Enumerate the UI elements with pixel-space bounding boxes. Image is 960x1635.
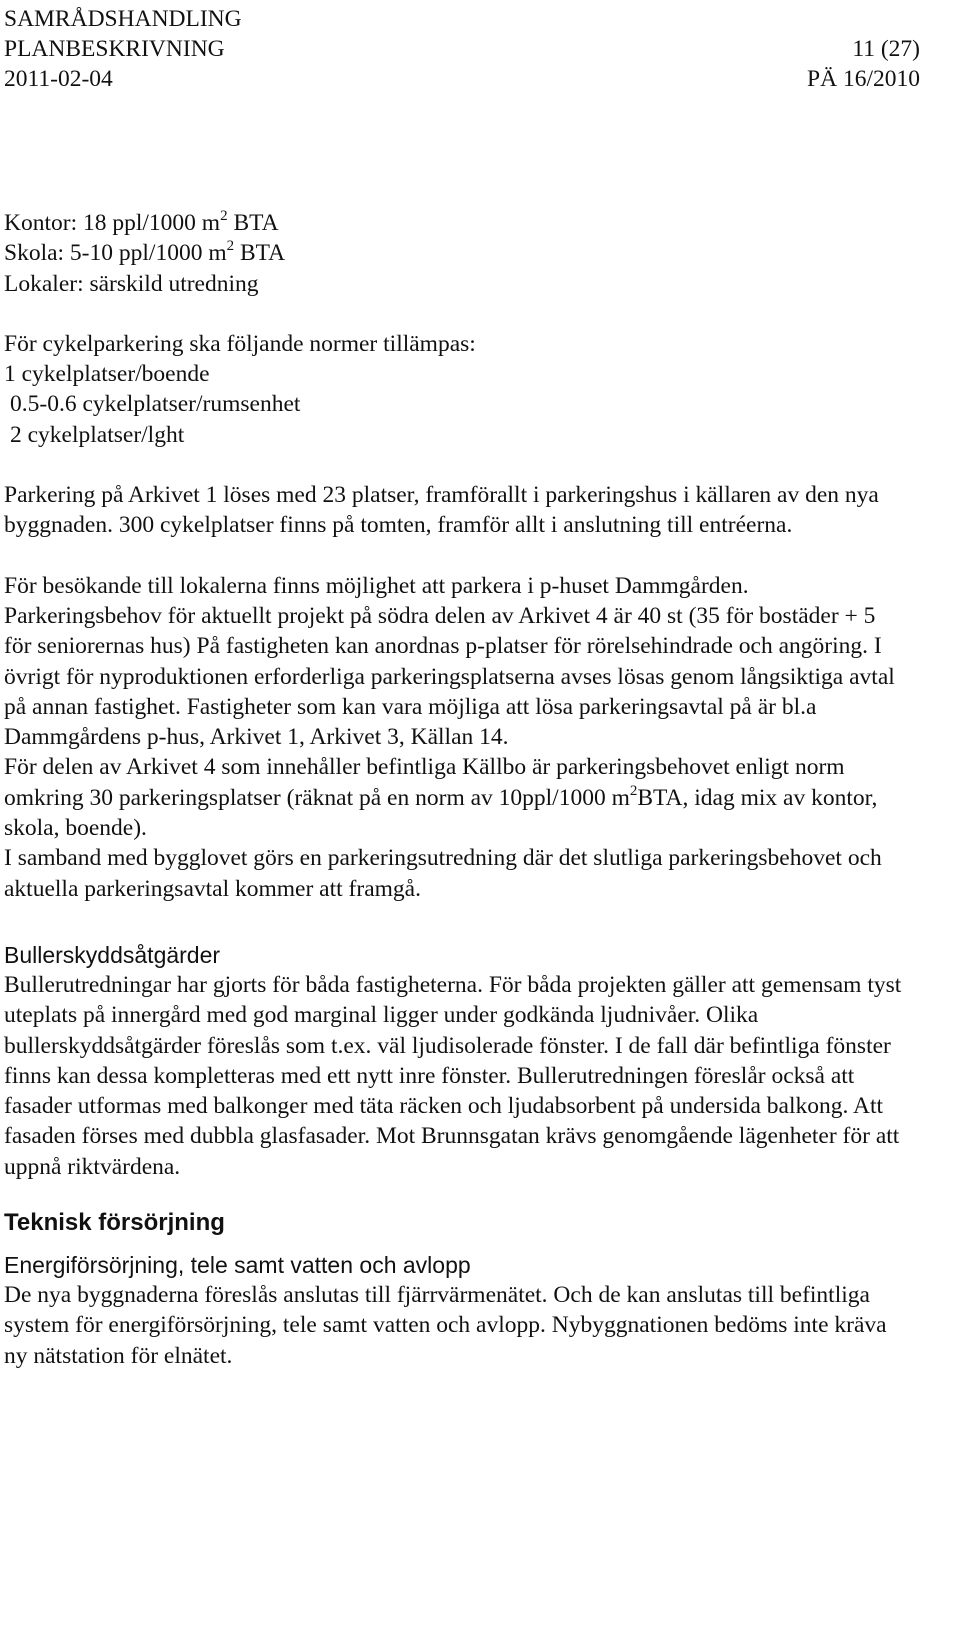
superscript: 2 bbox=[226, 238, 235, 255]
page-header bbox=[4, 4, 920, 94]
paragraph-bygglov: I samband med bygglovet görs en parkeringsutredning där det slutliga parkeringsbehovet och aktuella parkeringsavtal kommer att framgå. bbox=[4, 845, 882, 902]
paragraph-noise: Bullerutredningar har gjorts för båda fastigheterna. För båda projekten gäller att gemensam tyst uteplats på innergård med god marginal ligger under godkända ljudnivåer. Olika bullerskyddsåtgärder föreslås som t.ex. väl ljudisolerade fönster. I de fall där befintliga fönster finns kan dessa kompletteras med ett nytt inre fönster. Bullerutredningen föreslår också att fasader utformas med balkonger med täta räcken och ljudabsorbent på undersida balkong. Att fasaden förses med dubbla glasfasader. Mot Brunnsgatan krävs genomgående lägenheter för att uppnå riktvärdena. bbox=[4, 971, 902, 1180]
section-heading-technical: Teknisk försörjning bbox=[4, 1209, 225, 1237]
header-document-type: PLANBESKRIVNING bbox=[4, 36, 225, 62]
norm-kontor-unit: BTA bbox=[227, 210, 279, 236]
norm-skola bbox=[4, 238, 904, 268]
header-reference: PÄ 16/2010 bbox=[807, 66, 920, 92]
superscript: 2 bbox=[220, 208, 228, 225]
paragraph-arkivet-1: Parkering på Arkivet 1 löses med 23 platser, framförallt i parkeringshus i källaren av den nya byggnaden. 300 cykelplatser finns på tomten, framför allt i anslutning till entréerna. bbox=[4, 482, 879, 539]
paragraph-energy: De nya byggnaderna föreslås anslutas till fjärrvärmenätet. Och de kan anslutas till befintliga system för energiförsörjning, tele samt vatten och avlopp. Nybyggnationen bedöms inte kräva ny nätstation för elnätet. bbox=[4, 1282, 887, 1369]
bike-norms-intro: För cykelparkering ska följande normer tillämpas: bbox=[4, 330, 476, 357]
spacer bbox=[4, 1182, 904, 1208]
section-heading-noise: Bullerskyddsåtgärder bbox=[4, 941, 221, 968]
header-document-status: SAMRÅDSHANDLING bbox=[4, 6, 242, 32]
paragraph-kallbo-text: För delen av Arkivet 4 som innehåller befintliga Källbo är parkeringsbehovet enligt norm omkring 30 parkeringsplatser (räknat på en norm av 10ppl/1000 m bbox=[4, 754, 845, 811]
paragraph-visitors: För besökande till lokalerna finns möjlighet att parkera i p-huset Dammgården. bbox=[4, 572, 749, 599]
paragraph-kallbo-text-end: BTA, idag mix av kontor, skola, boende). bbox=[4, 784, 878, 842]
paragraph-kallbo bbox=[4, 752, 904, 843]
norm-skola-text: Skola: 5-10 ppl/1000 m bbox=[4, 240, 227, 267]
subsection-heading-energy: Energiförsörjning, tele samt vatten och avlopp bbox=[4, 1252, 471, 1279]
header-date: 2011-02-04 bbox=[4, 66, 113, 92]
bike-norm-item: 1 cykelplatser/boende bbox=[4, 361, 210, 388]
spacer bbox=[4, 1238, 904, 1250]
document-body bbox=[4, 208, 904, 1371]
spacer bbox=[4, 904, 904, 940]
norm-skola-unit: BTA bbox=[234, 240, 286, 267]
bike-norm-item: 2 cykelplatser/lght bbox=[10, 421, 185, 448]
paragraph-arkivet-4: Parkeringsbehov för aktuellt projekt på södra delen av Arkivet 4 är 40 st (35 för bostäder + 5 för seniorernas hus) På fastigheten kan anordnas p-platser för rörelsehindrade och angöring. I övrigt för nyproduktionen erforderliga parkeringsplatserna avses lösas genom långsiktiga avtal på annan fastighet. Fastigheter som kan vara möjliga att lösa parkeringsavtal på är bl.a Dammgårdens p-hus, Arkivet 1, Arkivet 3, Källan 14. bbox=[4, 602, 895, 751]
spacer bbox=[4, 541, 904, 571]
header-row-date bbox=[4, 64, 920, 94]
superscript: 2 bbox=[629, 782, 638, 799]
header-row-title bbox=[4, 34, 920, 64]
norm-lokaler: Lokaler: särskild utredning bbox=[4, 270, 259, 297]
spacer bbox=[4, 450, 904, 480]
spacer bbox=[4, 299, 904, 329]
norm-kontor-text: Kontor: 18 ppl/1000 m bbox=[4, 210, 221, 236]
header-page-number: 11 (27) bbox=[852, 36, 920, 62]
bike-norm-item: 0.5-0.6 cykelplatser/rumsenhet bbox=[10, 391, 301, 418]
norm-kontor bbox=[4, 208, 904, 238]
